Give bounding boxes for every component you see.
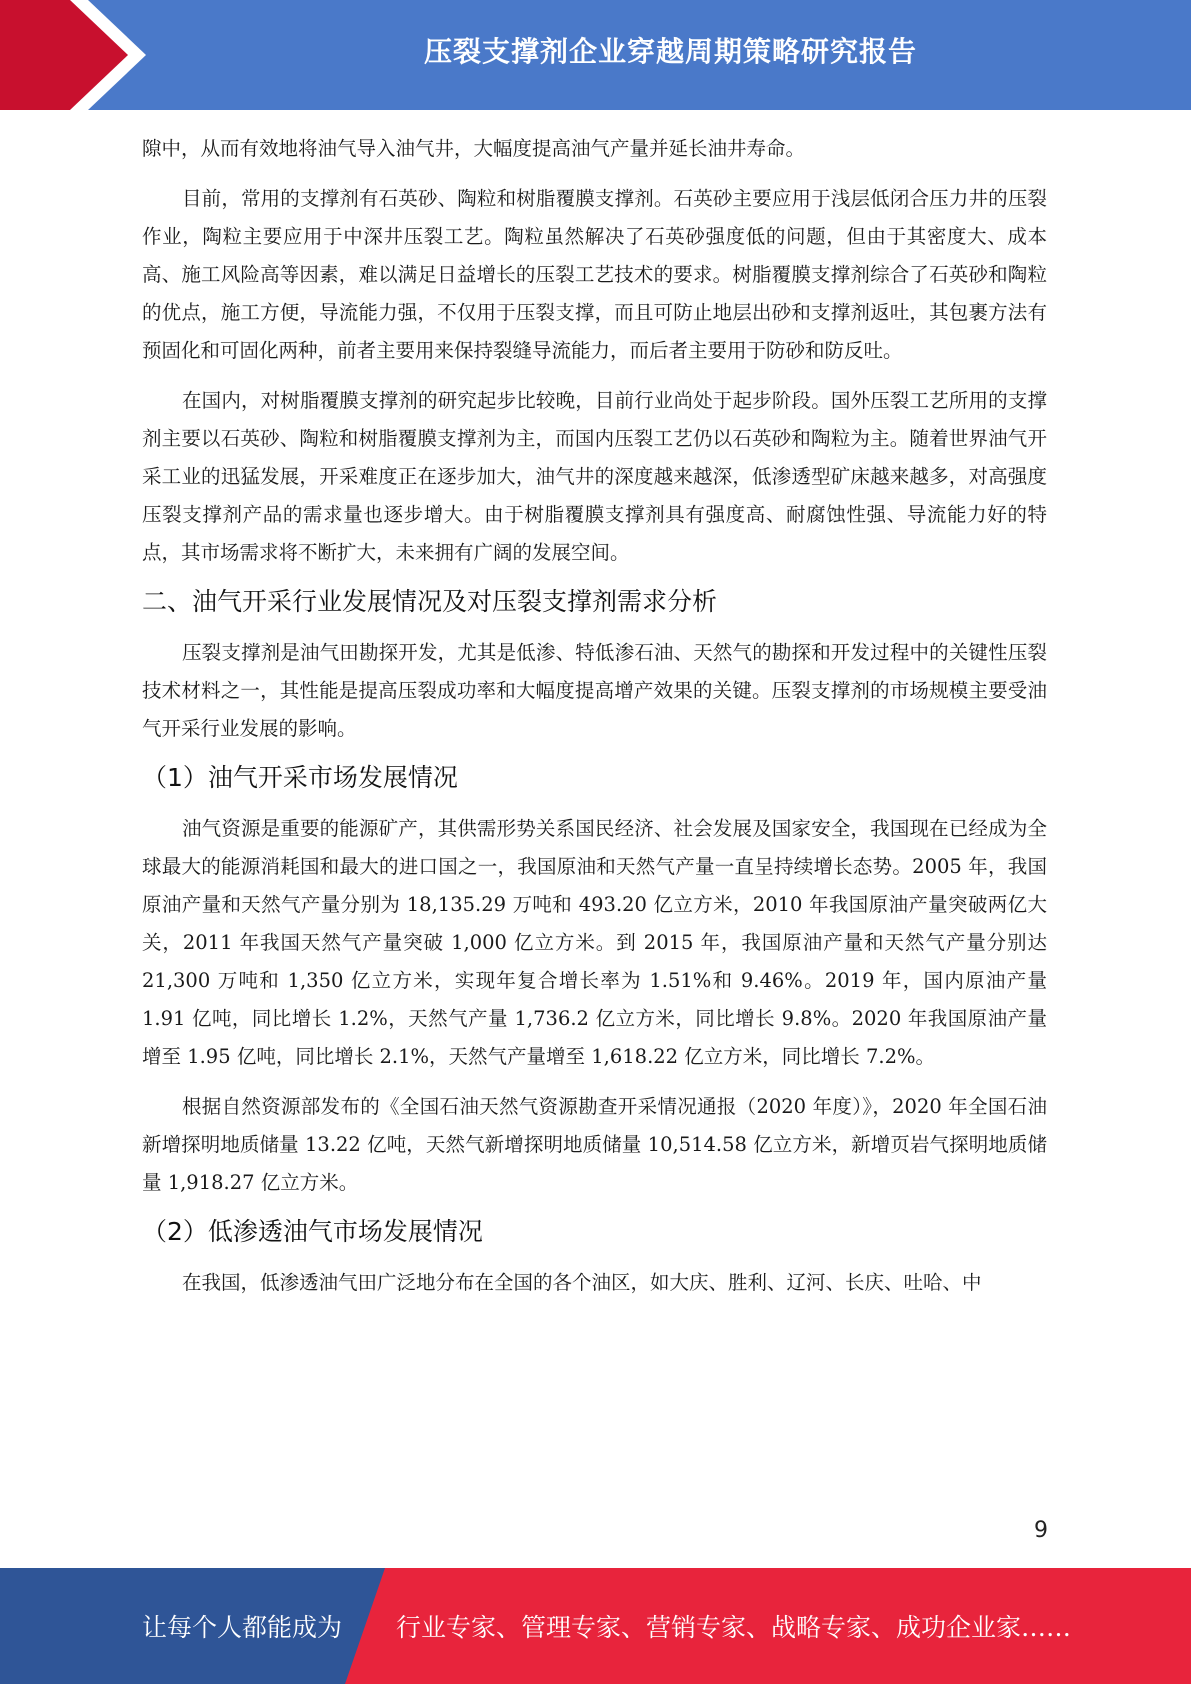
page-number: 9 (1034, 1518, 1048, 1543)
paragraph: 根据自然资源部发布的《全国石油天然气资源勘查开采情况通报（2020 年度）》，2020 年全国石油新增探明地质储量 13.22 亿吨，天然气新增探明地质储量 10,514.58 亿立方米，新增页岩气探明地质储量 1,918.27 亿立方米。 (142, 1095, 1047, 1194)
footer-slogan-right: 行业专家、管理专家、营销专家、战略专家、成功企业家…… (396, 1613, 1072, 1642)
header-arrow-decoration (0, 0, 160, 110)
page-header (0, 0, 1191, 110)
subsection-heading: （1）油气开采市场发展情况 (142, 763, 458, 792)
paragraph: 在国内，对树脂覆膜支撑剂的研究起步比较晚，目前行业尚处于起步阶段。国外压裂工艺所用的支撑剂主要以石英砂、陶粒和树脂覆膜支撑剂为主，而国内压裂工艺仍以石英砂和陶粒为主。随着世界油气开采工业的迅猛发展，开采难度正在逐步加大，油气井的深度越来越深，低渗透型矿床越来越多，对高强度压裂支撑剂产品的需求量也逐步增大。由于树脂覆膜支撑剂具有强度高、耐腐蚀性强、导流能力好的特点，其市场需求将不断扩大，未来拥有广阔的发展空间。 (142, 389, 1047, 564)
footer-slogan-left: 让每个人都能成为 (142, 1613, 343, 1642)
paragraph: 压裂支撑剂是油气田勘探开发，尤其是低渗、特低渗石油、天然气的勘探和开发过程中的关键性压裂技术材料之一，其性能是提高压裂成功率和大幅度提高增产效果的关键。压裂支撑剂的市场规模主要受油气开采行业发展的影响。 (142, 641, 1047, 740)
paragraph: 目前，常用的支撑剂有石英砂、陶粒和树脂覆膜支撑剂。石英砂主要应用于浅层低闭合压力井的压裂作业，陶粒主要应用于中深井压裂工艺。陶粒虽然解决了石英砂强度低的问题，但由于其密度大、成本高、施工风险高等因素，难以满足日益增长的压裂工艺技术的要求。树脂覆膜支撑剂综合了石英砂和陶粒的优点，施工方便，导流能力强，不仅用于压裂支撑，而且可防止地层出砂和支撑剂返吐，其包裹方法有预固化和可固化两种，前者主要用来保持裂缝导流能力，而后者主要用于防砂和防反吐。 (142, 187, 1047, 362)
paragraph: 在我国，低渗透油气田广泛地分布在全国的各个油区，如大庆、胜利、辽河、长庆、吐哈、中 (182, 1271, 982, 1294)
header-title: 压裂支撑剂企业穿越周期策略研究报告 (423, 35, 917, 68)
page-footer (0, 1568, 1191, 1684)
document-body (142, 130, 1047, 1302)
section-heading: 二、油气开采行业发展情况及对压裂支撑剂需求分析 (142, 587, 718, 616)
subsection-heading: （2）低渗透油气市场发展情况 (142, 1217, 483, 1246)
paragraph: 油气资源是重要的能源矿产，其供需形势关系国民经济、社会发展及国家安全，我国现在已经成为全球最大的能源消耗国和最大的进口国之一，我国原油和天然气产量一直呈持续增长态势。2005 年，我国原油产量和天然气产量分别为 18,135.29 万吨和 493.20 亿立方米，2010 年我国原油产量突破两亿大关，2011 年我国天然气产量突破 1,000 亿立方米。到 2015 年，我国原油产量和天然气产量分别达 21,300 万吨和 1,350 亿立方米，实现年复合增长率为 1.51%和 9.46%。2019 年，国内原油产量 1.91 亿吨，同比增长 1.2%，天然气产量 1,736.2 亿立方米，同比增长 9.8%。2020 年我国原油产量增至 1.95 亿吨，同比增长 2.1%，天然气产量增至 1,618.22 亿立方米，同比增长 7.2%。 (142, 817, 1047, 1068)
paragraph: 隙中，从而有效地将油气导入油气井，大幅度提高油气产量并延长油井寿命。 (142, 137, 806, 160)
